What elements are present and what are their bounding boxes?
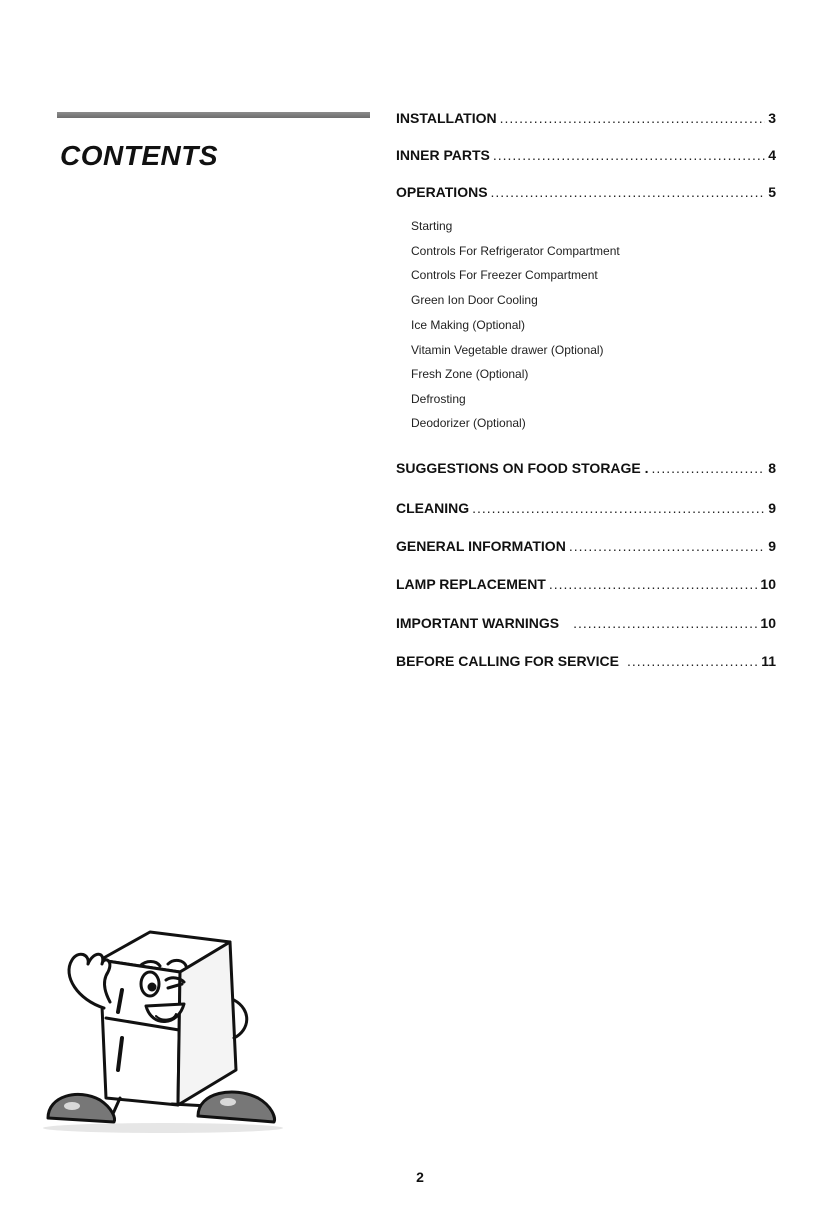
toc-subitem-freezer-controls[interactable]: Controls For Freezer Compartment: [411, 268, 598, 282]
leader-dots: [573, 615, 757, 631]
toc-entry-page: 9: [768, 538, 776, 554]
toc-subitem-starting[interactable]: Starting: [411, 219, 453, 233]
leader-dots: [491, 184, 766, 200]
toc-entry-installation[interactable]: [396, 110, 776, 130]
leader-dots: [493, 147, 765, 163]
toc-subitem-refrigerator-controls[interactable]: Controls For Refrigerator Compartment: [411, 244, 620, 258]
leader-dots: [652, 460, 766, 476]
toc-entry-label: INNER PARTS: [396, 147, 490, 163]
toc-subitem-green-ion[interactable]: Green Ion Door Cooling: [411, 293, 538, 307]
toc-entry-label: GENERAL INFORMATION: [396, 538, 566, 554]
toc-subitem-defrosting[interactable]: Defrosting: [411, 392, 466, 406]
toc-subitem-ice-making[interactable]: Ice Making (Optional): [411, 318, 526, 332]
refrigerator-mascot-icon: [38, 920, 288, 1135]
toc-entry-label: CLEANING: [396, 500, 470, 516]
toc-subitem-vitamin-drawer[interactable]: Vitamin Vegetable drawer (Optional): [411, 343, 604, 357]
page-title: CONTENTS: [60, 140, 218, 171]
toc-entry-label: BEFORE CALLING FOR SERVICE: [396, 653, 619, 669]
header-rule: [57, 112, 370, 118]
toc-entry-label: LAMP REPLACEMENT: [396, 576, 546, 592]
leader-dots: [500, 110, 766, 126]
toc-entry-label: SUGGESTIONS ON FOOD STORAGE .: [396, 460, 649, 476]
toc-subitem-deodorizer[interactable]: Deodorizer (Optional): [411, 416, 526, 430]
leader-dots: [549, 576, 758, 592]
toc-entry-label: IMPORTANT WARNINGS: [396, 615, 560, 631]
toc-entry-page: 5: [768, 184, 776, 200]
toc-entry-lamp-replacement[interactable]: [396, 576, 776, 596]
toc-entry-before-calling-service[interactable]: [396, 653, 776, 673]
toc-entry-inner-parts[interactable]: [396, 147, 776, 167]
toc-entry-label: OPERATIONS: [396, 184, 488, 200]
toc-entry-page: 8: [768, 460, 776, 476]
toc-entry-food-storage[interactable]: [396, 460, 776, 480]
toc-entry-page: 4: [768, 147, 776, 163]
leader-dots: [627, 653, 758, 669]
toc-entry-page: 11: [761, 653, 776, 669]
toc-entry-general-information[interactable]: [396, 538, 776, 558]
toc-entry-page: 10: [760, 576, 776, 592]
leader-dots: [569, 538, 765, 554]
leader-dots: [472, 500, 765, 516]
toc-entry-important-warnings[interactable]: [396, 615, 776, 635]
toc-entry-page: 3: [768, 110, 776, 126]
toc-entry-operations[interactable]: [396, 184, 776, 204]
toc-entry-page: 10: [760, 615, 776, 631]
toc-entry-page: 9: [768, 500, 776, 516]
page-number: 2: [416, 1169, 424, 1185]
toc-entry-label: INSTALLATION: [396, 110, 497, 126]
toc-entry-cleaning[interactable]: [396, 500, 776, 520]
toc-subitem-fresh-zone[interactable]: Fresh Zone (Optional): [411, 367, 529, 381]
